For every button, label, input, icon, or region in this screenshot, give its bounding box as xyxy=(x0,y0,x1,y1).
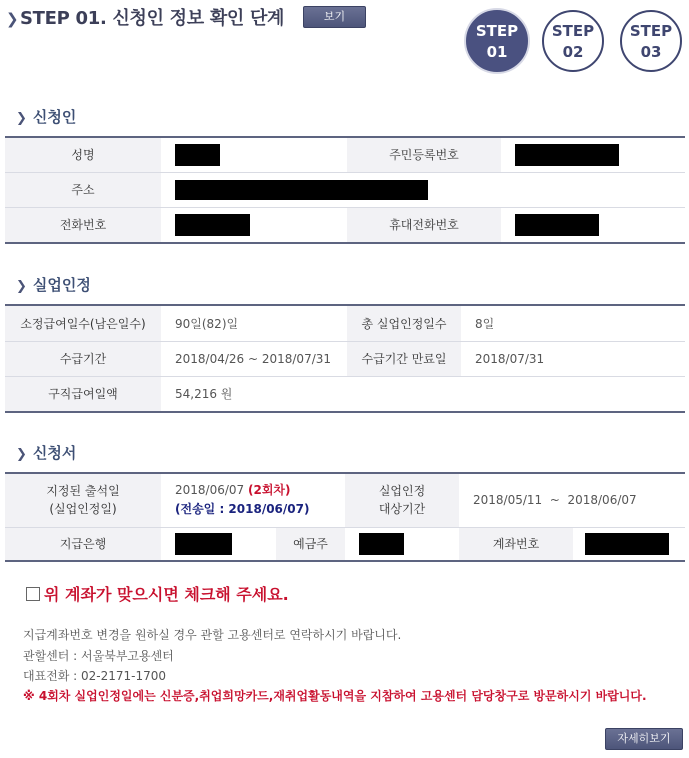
address-label: 주소 xyxy=(5,172,161,207)
table-row xyxy=(5,376,685,412)
attend-label-line1: 지정된 출석일 xyxy=(46,484,120,499)
applicant-section-heading xyxy=(16,106,76,127)
detail-button[interactable]: 자세히보기 xyxy=(605,728,683,750)
bank-value xyxy=(161,527,276,561)
phone-label: 전화번호 xyxy=(5,207,161,243)
name-value xyxy=(161,137,347,172)
redacted-block xyxy=(359,533,404,555)
holder-label: 예금주 xyxy=(276,527,345,561)
sent-date: (전송일 : 2018/06/07) xyxy=(175,502,310,517)
table-row xyxy=(5,172,685,207)
chevron-right-icon: ❯ xyxy=(16,279,27,294)
bank-label: 지급은행 xyxy=(5,527,161,561)
application-section-heading xyxy=(16,442,76,463)
amount-value: 54,216 원 xyxy=(161,376,347,412)
total-cert-value: 8일 xyxy=(461,305,685,341)
application-table xyxy=(5,472,685,562)
step-1-number: 01 xyxy=(486,43,508,61)
expiry-value: 2018/07/31 xyxy=(461,341,685,376)
target-value: 2018/05/11 ~ 2018/06/07 xyxy=(459,473,685,527)
name-label: 성명 xyxy=(5,137,161,172)
amount-label: 구직급여일액 xyxy=(5,376,161,412)
attend-label-line2: (실업인정일) xyxy=(49,502,117,517)
step-1-label: STEP xyxy=(475,22,519,40)
attend-label xyxy=(5,473,161,527)
address-value xyxy=(161,172,685,207)
step-3-number: 03 xyxy=(640,43,662,61)
applicant-table xyxy=(5,136,685,244)
applicant-heading-text: 신청인 xyxy=(32,108,77,126)
attend-round: (2회차) xyxy=(248,483,291,498)
attend-value xyxy=(161,473,345,527)
chevron-right-icon: ❯ xyxy=(16,447,27,462)
note-phone: 대표전화 : 02-2171-1700 xyxy=(23,669,167,683)
account-label: 계좌번호 xyxy=(459,527,573,561)
redacted-block xyxy=(175,180,428,200)
table-row xyxy=(5,527,685,561)
note-account-change: 지급계좌번호 변경을 원하실 경우 관할 고용센터로 연락하시기 바랍니다. xyxy=(23,628,402,642)
redacted-block xyxy=(585,533,669,555)
redacted-block xyxy=(515,214,599,236)
step-2-number: 02 xyxy=(562,43,584,61)
step-1-indicator xyxy=(466,10,528,72)
chevron-right-icon: ❯ xyxy=(16,111,27,126)
account-value xyxy=(573,527,685,561)
redacted-block xyxy=(175,144,220,166)
unemployment-table xyxy=(5,304,685,413)
view-button[interactable]: 보기 xyxy=(303,6,366,28)
holder-value xyxy=(345,527,459,561)
target-label xyxy=(345,473,459,527)
rrn-label: 주민등록번호 xyxy=(347,137,501,172)
unemployment-section-heading xyxy=(16,274,91,295)
note-center: 관할센터 : 서울북부고용센터 xyxy=(23,649,174,663)
warning-notice: ※ 4회차 실업인정일에는 신분증,취업희망카드,재취업활동내역을 지참하여 고용센터 담당창구로 방문하시기 바랍니다. xyxy=(23,689,647,703)
target-label-line1: 실업인정 xyxy=(378,484,426,499)
redacted-block xyxy=(175,533,232,555)
total-cert-label: 총 실업인정일수 xyxy=(347,305,461,341)
period-label: 수급기간 xyxy=(5,341,161,376)
step-3-indicator xyxy=(620,10,682,72)
attend-date: 2018/06/07 xyxy=(175,483,245,498)
step-3-label: STEP xyxy=(629,22,673,40)
rrn-value xyxy=(501,137,685,172)
confirm-checkbox[interactable] xyxy=(26,587,40,601)
table-row xyxy=(5,341,685,376)
mobile-value xyxy=(501,207,685,243)
days-value: 90일(82)일 xyxy=(161,305,347,341)
title-chevron-icon: ❯ xyxy=(6,10,19,28)
step-2-label: STEP xyxy=(551,22,595,40)
confirm-text: 위 계좌가 맞으시면 체크해 주세요. xyxy=(44,585,289,604)
table-row xyxy=(5,473,685,527)
mobile-label: 휴대전화번호 xyxy=(347,207,501,243)
unemployment-heading-text: 실업인정 xyxy=(32,276,91,294)
table-row xyxy=(5,207,685,243)
confirm-line xyxy=(26,582,289,605)
step-2-indicator xyxy=(542,10,604,72)
target-label-line2: 대상기간 xyxy=(378,502,426,517)
table-row xyxy=(5,305,685,341)
table-row xyxy=(5,137,685,172)
redacted-block xyxy=(175,214,250,236)
days-label: 소정급여일수(남은일수) xyxy=(5,305,161,341)
phone-value xyxy=(161,207,347,243)
redacted-block xyxy=(515,144,619,166)
expiry-label: 수급기간 만료일 xyxy=(347,341,461,376)
application-heading-text: 신청서 xyxy=(32,444,77,462)
page-title: STEP 01. 신청인 정보 확인 단계 xyxy=(20,8,285,29)
period-value: 2018/04/26 ~ 2018/07/31 xyxy=(161,341,347,376)
